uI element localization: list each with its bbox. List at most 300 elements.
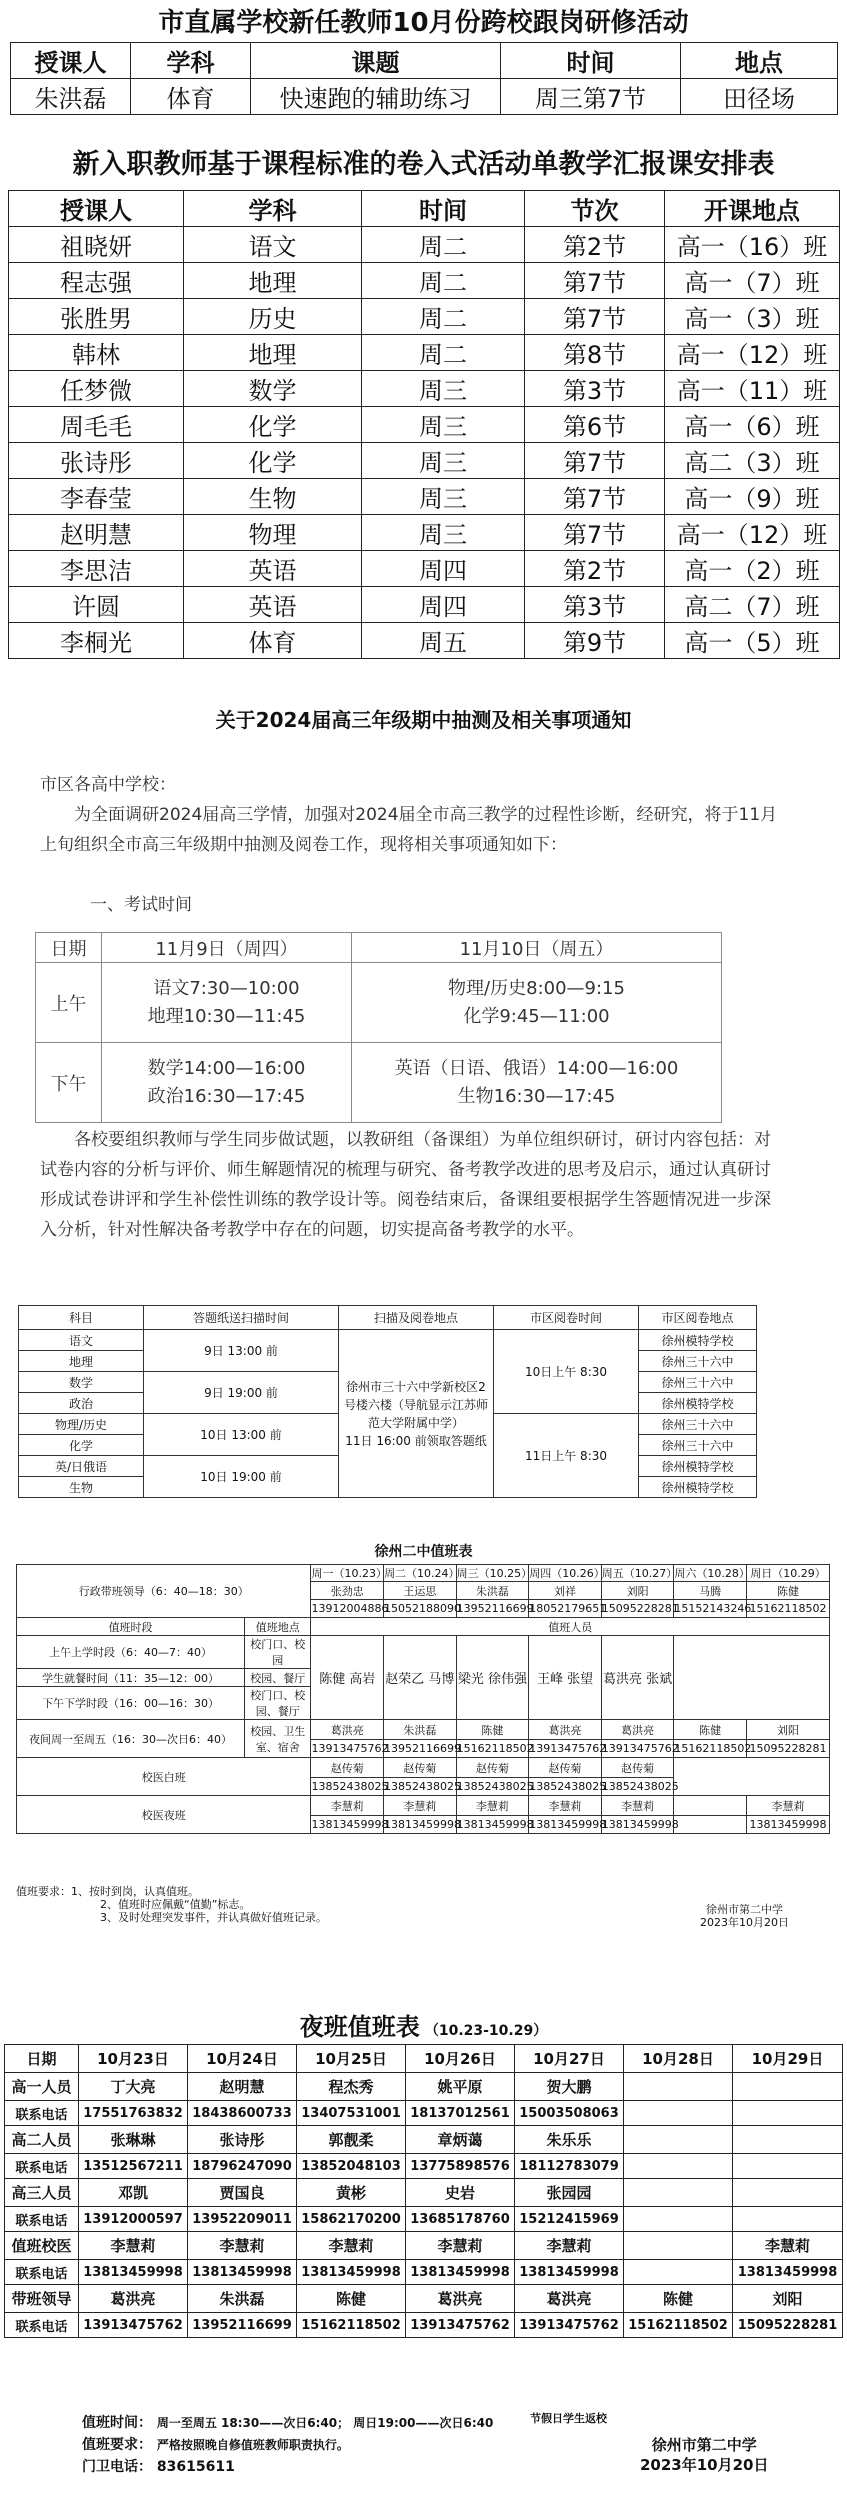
table-row — [9, 299, 840, 335]
section-night-duty — [0, 2010, 847, 2475]
table-cell: 13813459998 — [733, 2260, 843, 2285]
duty-sign — [700, 1903, 789, 1929]
table-cell: 李慧莉 — [515, 2232, 624, 2260]
subject-cell: 物理/历史 — [19, 1414, 144, 1435]
table-cell: 13813459998 — [406, 2260, 515, 2285]
doctor-name: 李慧莉 — [384, 1796, 457, 1816]
table-cell: 18438600733 — [188, 2101, 297, 2126]
table-cell: 张诗彤 — [188, 2126, 297, 2154]
table-cell: 英语 — [184, 551, 362, 587]
table-row — [11, 79, 838, 115]
table-cell: 周二 — [362, 227, 525, 263]
table-cell: 李慧莉 — [188, 2232, 297, 2260]
table-cell: 陈健 — [297, 2285, 406, 2313]
table-row — [9, 335, 840, 371]
empty-cell — [674, 1758, 830, 1796]
leader-label: 行政带班领导（6：40—18：30） — [17, 1565, 311, 1618]
night-name: 刘阳 — [746, 1720, 829, 1740]
row-label-cell: 高二人员 — [5, 2126, 79, 2154]
section-exam-notice — [0, 690, 847, 1495]
table-cell: 黄彬 — [297, 2179, 406, 2207]
table-cell: 朱洪磊 — [11, 79, 131, 115]
table-cell: 13813459998 — [79, 2260, 188, 2285]
table-header-row — [19, 1306, 757, 1330]
table-row — [5, 2126, 843, 2154]
header-cell: 值班地点 — [245, 1618, 311, 1636]
table-cell: 张园园 — [515, 2179, 624, 2207]
table-row — [17, 1618, 830, 1636]
slot-place: 校门口、校园、餐厅 — [245, 1687, 311, 1720]
doctor-name: 李慧莉 — [456, 1796, 529, 1816]
table-cell: 语文 — [184, 227, 362, 263]
scan-time-cell: 10日 19:00 前 — [144, 1456, 339, 1498]
scan-time-cell: 9日 19:00 前 — [144, 1372, 339, 1414]
table-cell: 朱乐乐 — [515, 2126, 624, 2154]
leader-phone: 13912004886 — [311, 1600, 384, 1618]
table-cell: 化学 — [184, 407, 362, 443]
table-cell: 13952209011 — [188, 2207, 297, 2232]
table-cell — [624, 2101, 733, 2126]
table-cell: 第2节 — [525, 227, 665, 263]
scan-marking-table — [18, 1305, 757, 1498]
doctor-name: 李慧莉 — [746, 1796, 829, 1816]
table-cell: 下午 — [36, 1043, 102, 1123]
table-cell: 史岩 — [406, 2179, 515, 2207]
doctor-name: 李慧莉 — [311, 1796, 384, 1816]
table-cell: 13813459998 — [297, 2260, 406, 2285]
table-cell: 周三 — [362, 407, 525, 443]
table-cell: 程志强 — [9, 263, 184, 299]
mark-place-cell: 徐州三十六中 — [639, 1351, 757, 1372]
header-cell: 扫描及阅卷地点 — [339, 1306, 494, 1330]
scan-place: 徐州市三十六中学新校区2号楼六楼（导航显示江苏师范大学附属中学） — [343, 1379, 488, 1430]
table-row — [17, 1720, 830, 1740]
exam-slot: 语文7:30—10:00 — [153, 977, 300, 999]
table-cell: 葛洪亮 — [515, 2285, 624, 2313]
exam-time-table — [35, 932, 722, 1123]
header-cell: 10月29日 — [733, 2045, 843, 2073]
table-cell: 第6节 — [525, 407, 665, 443]
leader-name: 张劲忠 — [311, 1582, 384, 1600]
header-cell: 时间 — [362, 191, 525, 227]
header-cell: 市区阅卷时间 — [494, 1306, 639, 1330]
staff-cell: 陈健 高岩 — [311, 1636, 384, 1720]
table-cell — [624, 2126, 733, 2154]
header-cell: 课题 — [251, 43, 501, 79]
table-cell: 陈健 — [624, 2285, 733, 2313]
notice-heading-1: 一、考试时间 — [90, 895, 192, 915]
header-cell: 地点 — [681, 43, 838, 79]
table-row — [36, 963, 722, 1043]
table-cell: 周三第7节 — [501, 79, 681, 115]
night-name: 葛洪亮 — [601, 1720, 674, 1740]
table-cell: 周三 — [362, 443, 525, 479]
table-cell: 高一（11）班 — [665, 371, 840, 407]
table-cell: 15003508063 — [515, 2101, 624, 2126]
footer-mid-note: 节假日学生返校 — [530, 2412, 607, 2425]
table-cell — [733, 2179, 843, 2207]
table-cell: 高一（2）班 — [665, 551, 840, 587]
table-cell: 高一（12）班 — [665, 335, 840, 371]
header-cell: 10月23日 — [79, 2045, 188, 2073]
exam-slot: 化学9:45—11:00 — [463, 1005, 610, 1027]
table-cell: 上午 — [36, 963, 102, 1043]
mark-time-cell: 10日上午 8:30 — [494, 1330, 639, 1414]
exam-slot: 英语（日语、俄语）14:00—16:00 — [394, 1057, 679, 1079]
scan-time-cell: 9日 13:00 前 — [144, 1330, 339, 1372]
slot-place: 校园、餐厅 — [245, 1669, 311, 1687]
table-row — [5, 2285, 843, 2313]
table-cell: 赵明慧 — [9, 515, 184, 551]
section-duty-table — [0, 1540, 847, 1929]
night-duty-table — [4, 2044, 843, 2338]
table-cell — [102, 1043, 352, 1123]
table-cell: 程杰秀 — [297, 2073, 406, 2101]
header-cell: 10月28日 — [624, 2045, 733, 2073]
doctor-phone: 13813459998 — [746, 1816, 829, 1834]
table-cell: 葛洪亮 — [406, 2285, 515, 2313]
table-cell: 13913475762 — [406, 2313, 515, 2338]
table-cell: 任梦微 — [9, 371, 184, 407]
table-cell: 高二（3）班 — [665, 443, 840, 479]
table-row — [5, 2260, 843, 2285]
table-cell: 高一（9）班 — [665, 479, 840, 515]
section2-table — [8, 190, 840, 659]
table-header-row — [9, 191, 840, 227]
table-row — [9, 515, 840, 551]
table-row — [9, 227, 840, 263]
table-cell: 13913475762 — [515, 2313, 624, 2338]
table-cell: 第2节 — [525, 551, 665, 587]
table-cell: 英语 — [184, 587, 362, 623]
doctor-phone: 13813459998 — [601, 1816, 674, 1834]
table-cell: 贾国良 — [188, 2179, 297, 2207]
table-cell: 13685178760 — [406, 2207, 515, 2232]
doctor-name: 李慧莉 — [601, 1796, 674, 1816]
exam-slot: 数学14:00—16:00 — [147, 1057, 306, 1079]
table-cell: 刘阳 — [733, 2285, 843, 2313]
table-cell: 13813459998 — [515, 2260, 624, 2285]
table-cell: 郭靓柔 — [297, 2126, 406, 2154]
day-cell: 周四（10.26） — [529, 1565, 602, 1582]
slot-place: 校门口、校园 — [245, 1636, 311, 1669]
doctor-phone: 13813459998 — [529, 1816, 602, 1834]
doctor-phone: 13852438025 — [529, 1778, 602, 1796]
night-phone: 13913475762 — [529, 1740, 602, 1758]
table-cell: 高一（7）班 — [665, 263, 840, 299]
header-cell: 时间 — [501, 43, 681, 79]
table-cell: 13912000597 — [79, 2207, 188, 2232]
mark-place-cell: 徐州模特学校 — [639, 1456, 757, 1477]
doctor-name: 赵传菊 — [529, 1758, 602, 1778]
mark-place-cell: 徐州三十六中 — [639, 1372, 757, 1393]
table-cell: 15162118502 — [624, 2313, 733, 2338]
leader-phone: 15152143246 — [674, 1600, 747, 1618]
table-cell: 周三 — [362, 479, 525, 515]
table-cell: 第7节 — [525, 299, 665, 335]
leader-phone: 15052188090 — [384, 1600, 457, 1618]
requirement-line: 3、及时处理突发事件，并认真做好值班记录。 — [100, 1911, 327, 1924]
table-cell: 张琳琳 — [79, 2126, 188, 2154]
header-cell: 科目 — [19, 1306, 144, 1330]
doctor-phone: 13813459998 — [311, 1816, 384, 1834]
leader-name: 王运思 — [384, 1582, 457, 1600]
staff-cell: 王峰 张望 — [529, 1636, 602, 1720]
table-row — [5, 2232, 843, 2260]
mark-place-cell: 徐州模特学校 — [639, 1393, 757, 1414]
table-cell — [624, 2073, 733, 2101]
table-cell — [624, 2154, 733, 2179]
night-phone: 15162118502 — [456, 1740, 529, 1758]
row-label-cell: 值班校医 — [5, 2232, 79, 2260]
table-cell: 第3节 — [525, 587, 665, 623]
table-cell — [733, 2207, 843, 2232]
table-row — [9, 587, 840, 623]
table-cell: 高一（12）班 — [665, 515, 840, 551]
doctor-name: 赵传菊 — [311, 1758, 384, 1778]
table-cell: 日期 — [36, 933, 102, 963]
table-cell: 17551763832 — [79, 2101, 188, 2126]
sign-school: 徐州市第二中学 — [651, 2436, 757, 2454]
day-cell: 周六（10.28） — [674, 1565, 747, 1582]
leader-phone: 15162118502 — [746, 1600, 829, 1618]
night-duty-title: 夜班值班表 — [299, 2013, 420, 2041]
subject-cell: 地理 — [19, 1351, 144, 1372]
doctor-name: 赵传菊 — [456, 1758, 529, 1778]
scan-place-note: 11日 16:00 前领取答题纸 — [345, 1433, 487, 1448]
table-cell: 18112783079 — [515, 2154, 624, 2179]
table-row — [9, 551, 840, 587]
table-cell: 历史 — [184, 299, 362, 335]
row-label-cell: 联系电话 — [5, 2154, 79, 2179]
table-cell: 李桐光 — [9, 623, 184, 659]
mark-time-cell: 11日上午 8:30 — [494, 1414, 639, 1498]
table-cell: 15212415969 — [515, 2207, 624, 2232]
doctor-phone — [674, 1816, 747, 1834]
table-cell: 第9节 — [525, 623, 665, 659]
night-phone: 15162118502 — [674, 1740, 747, 1758]
table-cell: 周二 — [362, 335, 525, 371]
leader-name: 马腾 — [674, 1582, 747, 1600]
subject-cell: 数学 — [19, 1372, 144, 1393]
table-header-row — [11, 43, 838, 79]
slot-time: 下午下学时段（16：00—16：30） — [17, 1687, 245, 1720]
header-cell: 答题纸送扫描时间 — [144, 1306, 339, 1330]
scan-place-cell — [339, 1330, 494, 1498]
table-cell: 高一（16）班 — [665, 227, 840, 263]
table-cell: 葛洪亮 — [79, 2285, 188, 2313]
table-row — [17, 1758, 830, 1778]
doctor-day-label: 校医白班 — [17, 1758, 311, 1796]
doctor-name: 李慧莉 — [529, 1796, 602, 1816]
footer-label: 值班时间： — [82, 2415, 152, 2431]
header-cell: 授课人 — [9, 191, 184, 227]
scan-time-cell: 10日 13:00 前 — [144, 1414, 339, 1456]
table-row — [36, 1043, 722, 1123]
staff-cell: 梁光 徐伟强 — [456, 1636, 529, 1720]
notice-paragraph-2: 各校要组织教师与学生同步做试题，以教研组（备课组）为单位组织研讨，研讨内容包括：对试卷内容的分析与评价、师生解题情况的梳理与研究、备考教学改进的思考及启示，通过认真研讨形成试卷讲评和学生补偿性训练的教学设计等。阅卷结束后，备课组要根据学生答题情况进一步深入分析，针对性解决备考教学中存在的问题，切实提高备考教学的水平。 — [40, 1130, 771, 1240]
footer-text: 严格按照晚自修值班教师职责执行。 — [156, 2438, 349, 2452]
day-cell: 周一（10.23） — [311, 1565, 384, 1582]
leader-phone: 18052179651 — [529, 1600, 602, 1618]
subject-cell: 英/日俄语 — [19, 1456, 144, 1477]
header-cell: 10月24日 — [188, 2045, 297, 2073]
table-cell — [352, 1043, 722, 1123]
row-label-cell: 高一人员 — [5, 2073, 79, 2101]
day-cell: 周二（10.24） — [384, 1565, 457, 1582]
table-cell: 第7节 — [525, 443, 665, 479]
sign-date: 2023年10月20日 — [700, 1916, 789, 1929]
header-cell: 10月25日 — [297, 2045, 406, 2073]
table-cell: 13775898576 — [406, 2154, 515, 2179]
table-cell: 朱洪磊 — [188, 2285, 297, 2313]
night-duty-sign — [640, 2435, 769, 2475]
footer-label: 值班要求： — [82, 2437, 152, 2453]
table-row — [5, 2207, 843, 2232]
doctor-phone: 13852438025 — [311, 1778, 384, 1796]
table-cell: 生物 — [184, 479, 362, 515]
table-cell — [624, 2207, 733, 2232]
duty-requirements — [16, 1885, 327, 1924]
table-cell: 13852048103 — [297, 2154, 406, 2179]
table-cell: 高一（3）班 — [665, 299, 840, 335]
table-row — [5, 2313, 843, 2338]
slot-time: 上午上学时段（6：40—7：40） — [17, 1636, 245, 1669]
table-cell: 周二 — [362, 299, 525, 335]
table-cell: 数学 — [184, 371, 362, 407]
requirement-line: 值班要求：1、按时到岗，认真值班。 — [16, 1885, 199, 1898]
header-cell: 市区阅卷地点 — [639, 1306, 757, 1330]
exam-slot: 地理10:30—11:45 — [147, 1005, 306, 1027]
footer-text: 周一至周五 18:30——次日6:40； 周日19:00——次日6:40 — [156, 2416, 494, 2430]
table-cell: 周毛毛 — [9, 407, 184, 443]
table-cell — [624, 2232, 733, 2260]
table-cell: 13913475762 — [79, 2313, 188, 2338]
table-cell: 13407531001 — [297, 2101, 406, 2126]
exam-slot: 物理/历史8:00—9:15 — [448, 977, 625, 999]
day-cell: 周三（10.25） — [456, 1565, 529, 1582]
night-name: 陈健 — [674, 1720, 747, 1740]
table-cell: 13952116699 — [188, 2313, 297, 2338]
table-row — [17, 1636, 830, 1669]
table-cell: 韩林 — [9, 335, 184, 371]
table-cell: 田径场 — [681, 79, 838, 115]
night-name: 葛洪亮 — [311, 1720, 384, 1740]
table-header-row — [5, 2045, 843, 2073]
subject-cell: 语文 — [19, 1330, 144, 1351]
header-cell: 开课地点 — [665, 191, 840, 227]
table-cell: 许圆 — [9, 587, 184, 623]
table-cell: 李慧莉 — [79, 2232, 188, 2260]
table-cell — [733, 2126, 843, 2154]
header-cell: 学科 — [184, 191, 362, 227]
table-row — [9, 407, 840, 443]
table-cell — [733, 2154, 843, 2179]
row-label-cell: 高三人员 — [5, 2179, 79, 2207]
leader-phone: 15095228281 — [601, 1600, 674, 1618]
table-cell: 地理 — [184, 335, 362, 371]
table-cell: 李思洁 — [9, 551, 184, 587]
duty-table — [16, 1564, 830, 1834]
table-row — [19, 1330, 757, 1351]
table-cell — [733, 2101, 843, 2126]
leader-name: 朱洪磊 — [456, 1582, 529, 1600]
night-name: 葛洪亮 — [529, 1720, 602, 1740]
footer-text: 83615611 — [156, 2459, 235, 2475]
table-row — [9, 371, 840, 407]
table-cell: 邓凯 — [79, 2179, 188, 2207]
table-cell: 李慧莉 — [406, 2232, 515, 2260]
table-cell: 15162118502 — [297, 2313, 406, 2338]
table-cell: 18137012561 — [406, 2101, 515, 2126]
table-cell: 高一（6）班 — [665, 407, 840, 443]
table-cell: 周五 — [362, 623, 525, 659]
table-header-row — [36, 933, 722, 963]
mark-place-cell: 徐州三十六中 — [639, 1435, 757, 1456]
table-cell: 体育 — [131, 79, 251, 115]
header-cell: 学科 — [131, 43, 251, 79]
table-cell — [624, 2260, 733, 2285]
staff-cell-empty — [674, 1636, 830, 1720]
leader-name: 刘祥 — [529, 1582, 602, 1600]
header-cell: 值班时段 — [17, 1618, 245, 1636]
table-cell: 第8节 — [525, 335, 665, 371]
table-cell: 11月10日（周五） — [352, 933, 722, 963]
table-cell: 快速跑的辅助练习 — [251, 79, 501, 115]
table-cell: 周四 — [362, 551, 525, 587]
notice-paragraph-1: 为全面调研2024届高三学情，加强对2024届全市高三教学的过程性诊断，经研究，将于11月上旬组织全市高三年级期中抽测及阅卷工作，现将相关事项通知如下： — [40, 805, 778, 855]
section1-table — [10, 42, 838, 115]
subject-cell: 化学 — [19, 1435, 144, 1456]
notice-greeting: 市区各高中学校： — [40, 775, 176, 795]
section1-title: 市直属学校新任教师10月份跨校跟岗研修活动 — [158, 8, 689, 38]
mark-place-cell: 徐州三十六中 — [639, 1414, 757, 1435]
doctor-night-label: 校医夜班 — [17, 1796, 311, 1834]
table-cell: 周三 — [362, 515, 525, 551]
night-phone: 15095228281 — [746, 1740, 829, 1758]
table-cell: 13512567211 — [79, 2154, 188, 2179]
doctor-name — [674, 1796, 747, 1816]
doctor-phone: 13852438025 — [456, 1778, 529, 1796]
sign-school: 徐州市第二中学 — [706, 1903, 783, 1916]
table-cell: 章炳蔼 — [406, 2126, 515, 2154]
table-cell: 18796247090 — [188, 2154, 297, 2179]
subject-cell: 生物 — [19, 1477, 144, 1498]
table-cell: 李春莹 — [9, 479, 184, 515]
night-name: 陈健 — [456, 1720, 529, 1740]
table-cell — [733, 2073, 843, 2101]
night-phone: 13952116699 — [384, 1740, 457, 1758]
doctor-phone: 13813459998 — [384, 1816, 457, 1834]
slot-time: 学生就餐时间（11：35—12：00） — [17, 1669, 245, 1687]
table-cell: 李慧莉 — [297, 2232, 406, 2260]
night-duty-title-wrap — [0, 2010, 847, 2044]
table-cell: 物理 — [184, 515, 362, 551]
section-report-lessons — [0, 140, 847, 659]
doctor-phone: 13852438025 — [384, 1778, 457, 1796]
table-row — [9, 443, 840, 479]
night-place: 校园、卫生室、宿舍 — [245, 1720, 311, 1758]
table-cell: 周二 — [362, 263, 525, 299]
doctor-name: 赵传菊 — [601, 1758, 674, 1778]
table-cell: 体育 — [184, 623, 362, 659]
table-row — [9, 263, 840, 299]
table-cell: 第7节 — [525, 263, 665, 299]
footer-label: 门卫电话： — [82, 2459, 152, 2475]
mark-place-cell: 徐州模特学校 — [639, 1477, 757, 1498]
night-phone: 13913475762 — [601, 1740, 674, 1758]
table-row — [9, 623, 840, 659]
